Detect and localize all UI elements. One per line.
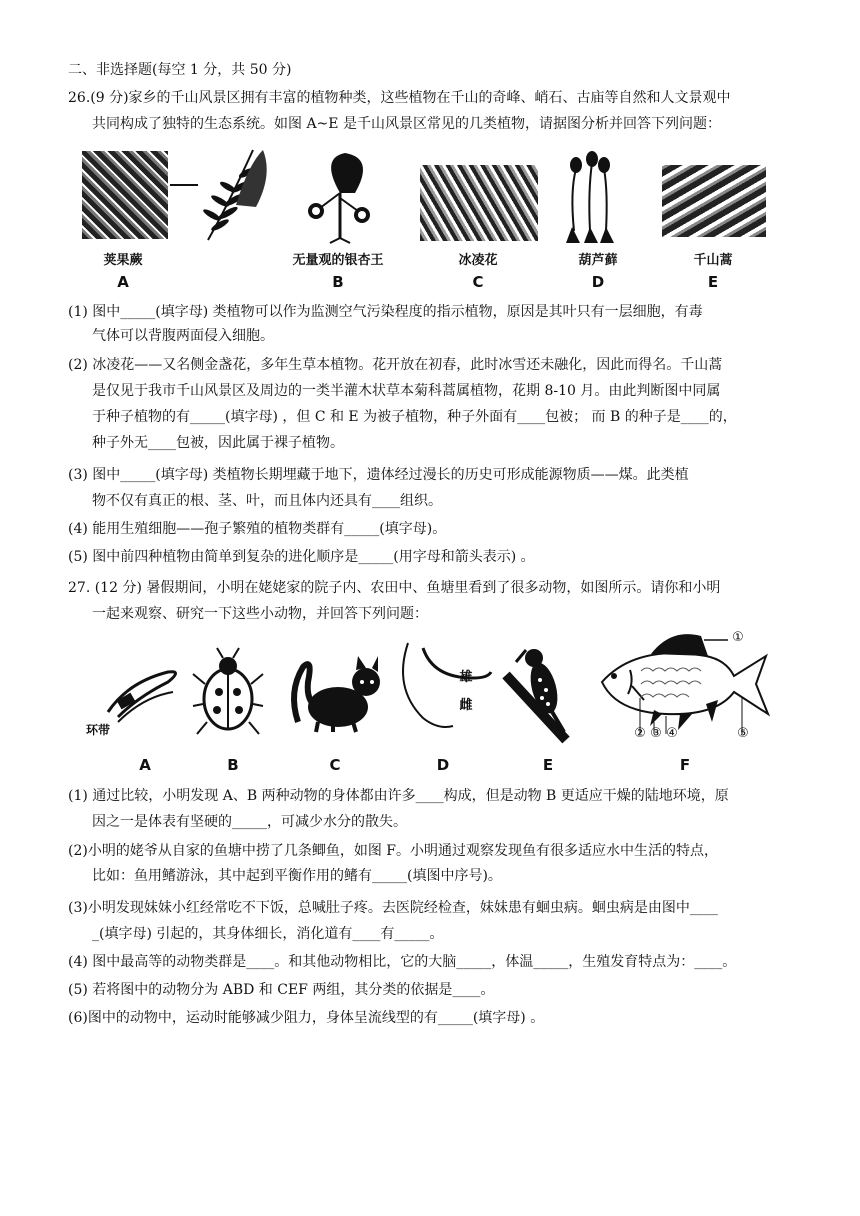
q26-3-line1: (3) 图中_____(填字母) 类植物长期埋藏于地下，遗体经过漫长的历史可形成能源物质——煤。此类植 bbox=[68, 467, 689, 483]
artemisia-image bbox=[662, 165, 766, 237]
roundworm-drawing bbox=[393, 638, 503, 738]
woodpecker-drawing bbox=[496, 640, 586, 740]
moss-drawing bbox=[562, 151, 622, 243]
female-label: 雌 bbox=[459, 698, 473, 713]
fish-part-4-label: ④ bbox=[666, 726, 678, 741]
q26-2-line4: 种子外无____包被，因此属于裸子植物。 bbox=[92, 435, 344, 451]
animal-c-letter: C bbox=[329, 756, 341, 774]
q27-3-line2: _(填字母) 引起的，其身体细长，消化道有____有_____。 bbox=[92, 926, 444, 942]
animal-b-letter: B bbox=[227, 756, 239, 774]
ladybug-drawing bbox=[193, 644, 263, 734]
q26-intro-line2: 共同构成了独特的生态系统。如图 A~E 是千山风景区常见的几类植物，请据图分析并回答下列问题： bbox=[92, 116, 721, 132]
plant-b-letter: B bbox=[332, 273, 344, 291]
q26-1-line2: 气体可以背腹两面侵入细胞。 bbox=[92, 328, 274, 344]
fish-part-2-label: ② bbox=[634, 726, 646, 741]
fern-image bbox=[82, 151, 168, 239]
plant-c-letter: C bbox=[472, 273, 484, 291]
q26-plants-figure bbox=[78, 145, 778, 295]
fish-part-1-label: ① bbox=[732, 630, 744, 645]
q26-2-line1: (2) 冰凌花——又名侧金盏花，多年生草本植物。花开放在初春，此时冰雪还未融化，因此而得名。千山蒿 bbox=[68, 357, 723, 373]
q27-4: (4) 图中最高等的动物类群是____。和其他动物相比，它的大脑_____，体温_____，生殖发育特点为：____。 bbox=[68, 954, 737, 970]
plant-e-name: 千山蒿 bbox=[693, 253, 733, 268]
plant-e-letter: E bbox=[707, 273, 719, 291]
animal-e-letter: E bbox=[542, 756, 554, 774]
plant-c-name: 冰凌花 bbox=[458, 253, 498, 268]
q27-1-line1: (1) 通过比较，小明发现 A、B 两种动物的身体都由许多____构成，但是动物 B 更适应干燥的陆地环境，原 bbox=[68, 788, 729, 804]
q27-6: (6)图中的动物中，运动时能够减少阻力，身体呈流线型的有_____(填字母) 。 bbox=[68, 1010, 545, 1026]
q26-2-line2: 是仅见于我市千山风景区及周边的一类半灌木状草本菊科蒿属植物，花期 8-10 月。由此判断图中同属 bbox=[92, 383, 721, 399]
fern-frond-drawing bbox=[168, 145, 268, 245]
adonis-image bbox=[420, 165, 538, 241]
male-label: 雄 bbox=[459, 670, 473, 685]
q26-3-line2: 物不仅有真正的根、茎、叶，而且体内还具有____组织。 bbox=[92, 493, 442, 509]
earthworm-drawing bbox=[88, 652, 188, 732]
q26-1-line1: (1) 图中_____(填字母) 类植物可以作为监测空气污染程度的指示植物，原因是其叶只有一层细胞，有毒 bbox=[68, 304, 703, 320]
q27-1-line2: 因之一是体表有坚硬的_____，可减少水分的散失。 bbox=[92, 814, 407, 830]
plant-b-name: 无量观的银杏王 bbox=[292, 253, 384, 268]
fish-part-3-label: ③ bbox=[650, 726, 662, 741]
q26-intro-line1: 26.(9 分)家乡的千山风景区拥有丰富的植物种类，这些植物在千山的奇峰、峭石、古庙等自然和人文景观中 bbox=[68, 90, 731, 106]
clitellum-label: 环带 bbox=[85, 723, 110, 737]
q27-5: (5) 若将图中的动物分为 ABD 和 CEF 两组，其分类的依据是____。 bbox=[68, 982, 495, 998]
q26-2-line3: 于种子植物的有_____(填字母) ，但 C 和 E 为被子植物，种子外面有____包被； 而 B 的种子是____的， bbox=[92, 409, 737, 425]
cat-drawing bbox=[278, 652, 388, 732]
animal-f-letter: F bbox=[679, 756, 691, 774]
q27-3-line1: (3)小明发现妹妹小红经常吃不下饭，总喊肚子疼。去医院经检查，妹妹患有蛔虫病。蛔虫病是由图中____ bbox=[68, 900, 718, 916]
ginkgo-drawing bbox=[300, 153, 380, 243]
plant-d-letter: D bbox=[591, 273, 605, 291]
q27-intro-line1: 27. (12 分) 暑假期间，小明在姥姥家的院子内、农田中、鱼塘里看到了很多动物，如图所示。请你和小明 bbox=[68, 580, 721, 596]
plant-a-letter: A bbox=[117, 273, 129, 291]
animal-d-letter: D bbox=[436, 756, 450, 774]
animal-a-letter: A bbox=[139, 756, 151, 774]
fish-part-5-label: ⑤ bbox=[737, 726, 749, 741]
q27-2-line2: 比如：鱼用鳍游泳，其中起到平衡作用的鳍有_____(填图中序号)。 bbox=[92, 868, 502, 884]
section-title: 二、非选择题(每空 1 分，共 50 分) bbox=[68, 62, 292, 78]
q27-intro-line2: 一起来观察、研究一下这些小动物，并回答下列问题： bbox=[92, 606, 428, 622]
plant-a-name: 荚果蕨 bbox=[103, 253, 143, 268]
q26-5: (5) 图中前四种植物由简单到复杂的进化顺序是_____(用字母和箭头表示) 。 bbox=[68, 549, 535, 565]
q26-4: (4) 能用生殖细胞——孢子繁殖的植物类群有_____(填字母)。 bbox=[68, 521, 447, 537]
q27-2-line1: (2)小明的姥爷从自家的鱼塘中捞了几条鲫鱼，如图 F。小明通过观察发现鱼有很多适应水中生活的特点， bbox=[68, 843, 718, 859]
plant-d-name: 葫芦藓 bbox=[578, 253, 618, 268]
q27-animals-figure bbox=[78, 622, 768, 780]
